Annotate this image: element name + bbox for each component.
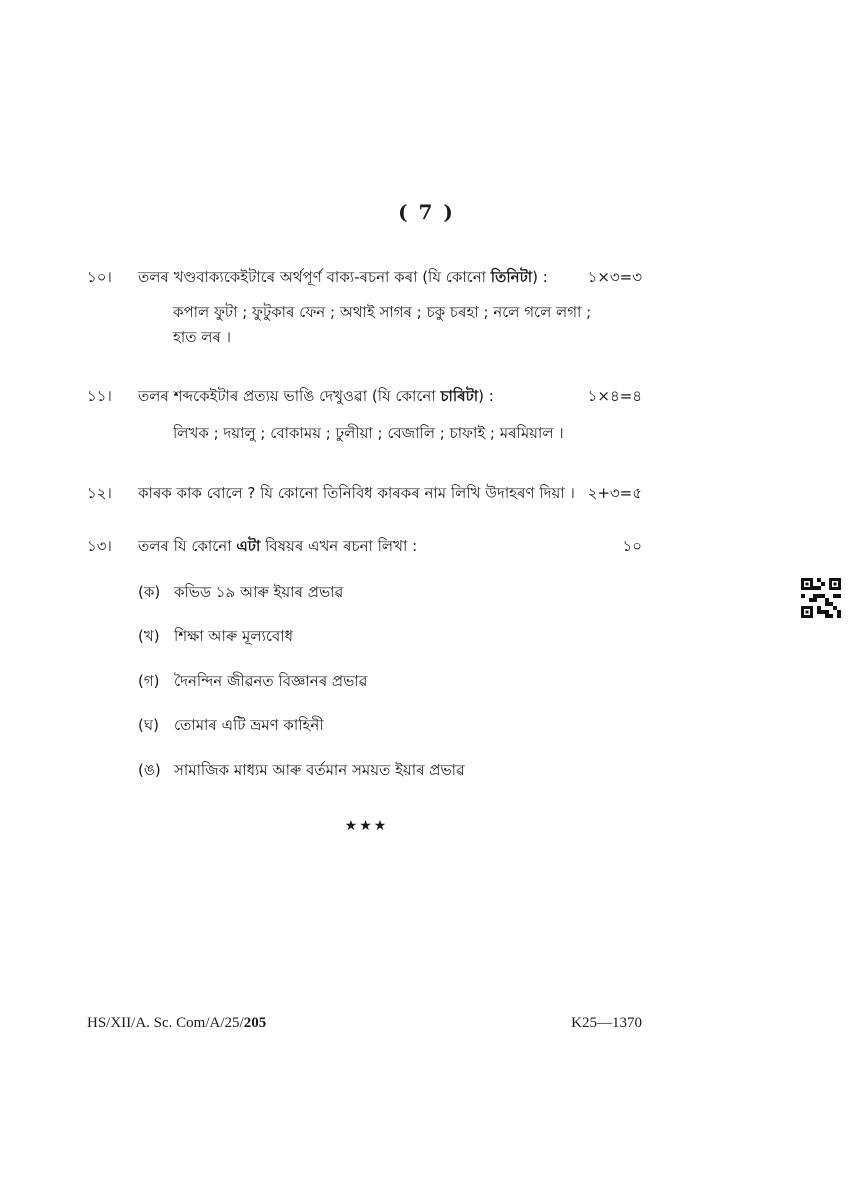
question-13	[0, 535, 853, 557]
essay-option: (ঙ) সামাজিক মাধ্যম আৰু বৰ্তমান সময়ত ইয়াৰ প্ৰভাৱ	[138, 761, 465, 779]
question-marks: ২+৩=৫	[587, 484, 642, 502]
question-11-words: লিখক ; দয়ালু ; বোকাময় ; ঢুলীয়া ; বেজালি ; চাফাই ; মৰমিয়াল ।	[173, 424, 564, 442]
question-number: ১৩।	[87, 537, 112, 555]
footer-right-code: K25—1370	[571, 1015, 642, 1031]
question-10	[0, 266, 853, 288]
question-11	[0, 385, 853, 407]
question-text: কাৰক কাক বোলে ? যি কোনো তিনিবিধ কাৰকৰ নাম লিখি উদাহৰণ দিয়া ।	[138, 484, 575, 502]
question-marks: ১×৩=৩	[587, 268, 642, 286]
question-number: ১১।	[87, 387, 112, 405]
essay-option: (ক) কভিড ১৯ আৰু ইয়াৰ প্ৰভাৱ	[138, 583, 344, 601]
question-12	[0, 482, 853, 504]
essay-option: (খ) শিক্ষা আৰু মূল্যবোধ	[138, 627, 293, 645]
footer-left-code: HS/XII/A. Sc. Com/A/25/205	[87, 1015, 267, 1031]
essay-option: (গ) দৈনন্দিন জীৱনত বিজ্ঞানৰ প্ৰভাৱ	[138, 672, 368, 690]
question-text: তলৰ খণ্ডবাক্যকেইটাৰে অৰ্থপূৰ্ণ বাক্য-ৰচনা কৰা (যি কোনো তিনিটা) :	[138, 268, 548, 286]
page-number: ( 7 )	[398, 200, 455, 224]
qr-code-icon	[801, 578, 841, 618]
question-text: তলৰ শব্দকেইটাৰ প্ৰত্যয় ভাঙি দেখুওৱা (যি কোনো চাৰিটা) :	[138, 387, 494, 405]
question-marks: ১×৪=৪	[587, 387, 642, 405]
question-10-phrases: কপাল ফুটা ; ফুটুকাৰ ফেন ; অথাই সাগৰ ; চকু চৰহা ; নলে গলে লগা ; হাত লৰ ।	[173, 303, 592, 346]
question-number: ১২।	[87, 484, 112, 502]
end-mark: ★★★	[344, 818, 389, 834]
question-number: ১০।	[87, 268, 112, 286]
question-text: তলৰ যি কোনো এটা বিষয়ৰ এখন ৰচনা লিখা :	[138, 537, 418, 555]
essay-option: (ঘ) তোমাৰ এটি ভ্ৰমণ কাহিনী	[138, 716, 324, 734]
question-marks: ১০	[622, 537, 642, 555]
